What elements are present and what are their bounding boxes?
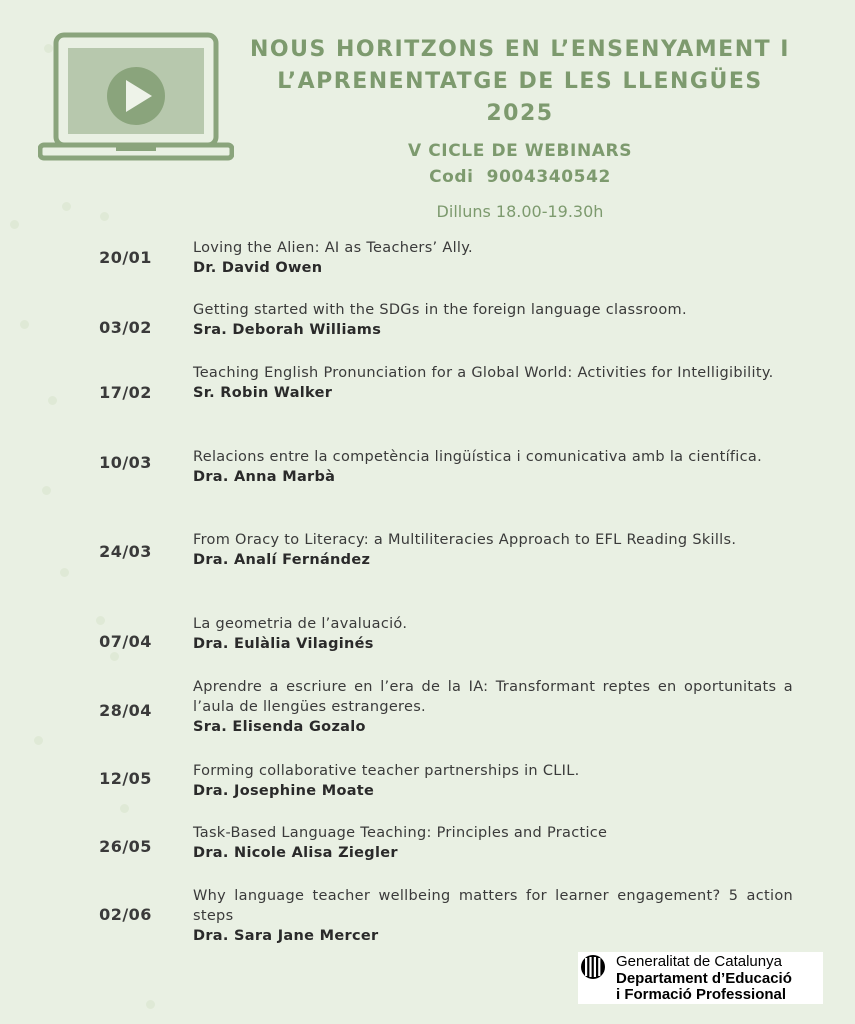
session-body (193, 300, 793, 341)
session-speaker: Dra. Eulàlia Vilaginés (193, 636, 374, 652)
session-date: 07/04 (99, 632, 152, 651)
session-date: 12/05 (99, 769, 152, 788)
session-body (193, 530, 793, 571)
session-body (193, 886, 793, 947)
session-date: 02/06 (99, 905, 152, 924)
session-talk: Forming collaborative teacher partnerships in CLIL. (193, 763, 580, 779)
session-talk: Teaching English Pronunciation for a Global World: Activities for Intelligibility. (193, 365, 774, 381)
session-talk: Aprendre a escriure en l’era de la IA: Transformant reptes en oportunitats a l’aula de llengües estrangeres. (193, 679, 793, 715)
session-speaker: Dra. Analí Fernández (193, 552, 371, 568)
title-line-3: 2025 (486, 101, 554, 126)
generalitat-emblem-icon (580, 954, 606, 980)
session-talk: Task-Based Language Teaching: Principles and Practice (193, 825, 608, 841)
session-speaker: Dra. Sara Jane Mercer (193, 928, 379, 944)
generalitat-logo (578, 952, 823, 1004)
title-line-2: L’APRENENTATGE DE LES LLENGÜES (277, 69, 763, 94)
session-date: 17/02 (99, 383, 152, 402)
session-date: 03/02 (99, 318, 152, 337)
session-speaker: Sra. Deborah Williams (193, 322, 382, 338)
course-code: Codi 9004340542 (429, 167, 611, 187)
session-body (193, 614, 793, 655)
session-talk: Loving the Alien: AI as Teachers’ Ally. (193, 240, 473, 256)
title-line-1: NOUS HORITZONS EN L’ENSENYAMENT I (250, 37, 790, 62)
session-date: 26/05 (99, 837, 152, 856)
session-body (193, 823, 793, 864)
session-date: 10/03 (99, 453, 152, 472)
logo-line-3: i Formació Professional (616, 986, 787, 1003)
page-title (240, 34, 800, 130)
session-talk: From Oracy to Literacy: a Multiliteracies Approach to EFL Reading Skills. (193, 532, 737, 548)
schedule-time: Dilluns 18.00-19.30h (436, 202, 604, 221)
session-speaker: Dra. Josephine Moate (193, 783, 375, 799)
session-body (193, 677, 793, 738)
session-date: 20/01 (99, 248, 152, 267)
session-body (193, 238, 793, 279)
session-date: 28/04 (99, 701, 152, 720)
series-label: V CICLE DE WEBINARS (407, 141, 633, 161)
logo-line-2: Departament d’Educació (616, 970, 792, 987)
laptop-play-icon (38, 32, 234, 168)
session-talk: La geometria de l’avaluació. (193, 616, 408, 632)
session-speaker: Dra. Nicole Alisa Ziegler (193, 845, 398, 861)
session-talk: Why language teacher wellbeing matters for learner engagement? 5 action steps (193, 888, 793, 924)
session-speaker: Sr. Robin Walker (193, 385, 333, 401)
session-body (193, 761, 793, 802)
session-talk: Relacions entre la competència lingüística i comunicativa amb la científica. (193, 449, 762, 465)
logo-line-1: Generalitat de Catalunya (616, 953, 782, 970)
session-talk: Getting started with the SDGs in the foreign language classroom. (193, 302, 687, 318)
session-speaker: Dra. Anna Marbà (193, 469, 336, 485)
session-speaker: Dr. David Owen (193, 260, 323, 276)
session-body (193, 447, 793, 488)
series-block (360, 138, 680, 190)
session-body (193, 363, 793, 404)
session-date: 24/03 (99, 542, 152, 561)
session-speaker: Sra. Elisenda Gozalo (193, 719, 366, 735)
